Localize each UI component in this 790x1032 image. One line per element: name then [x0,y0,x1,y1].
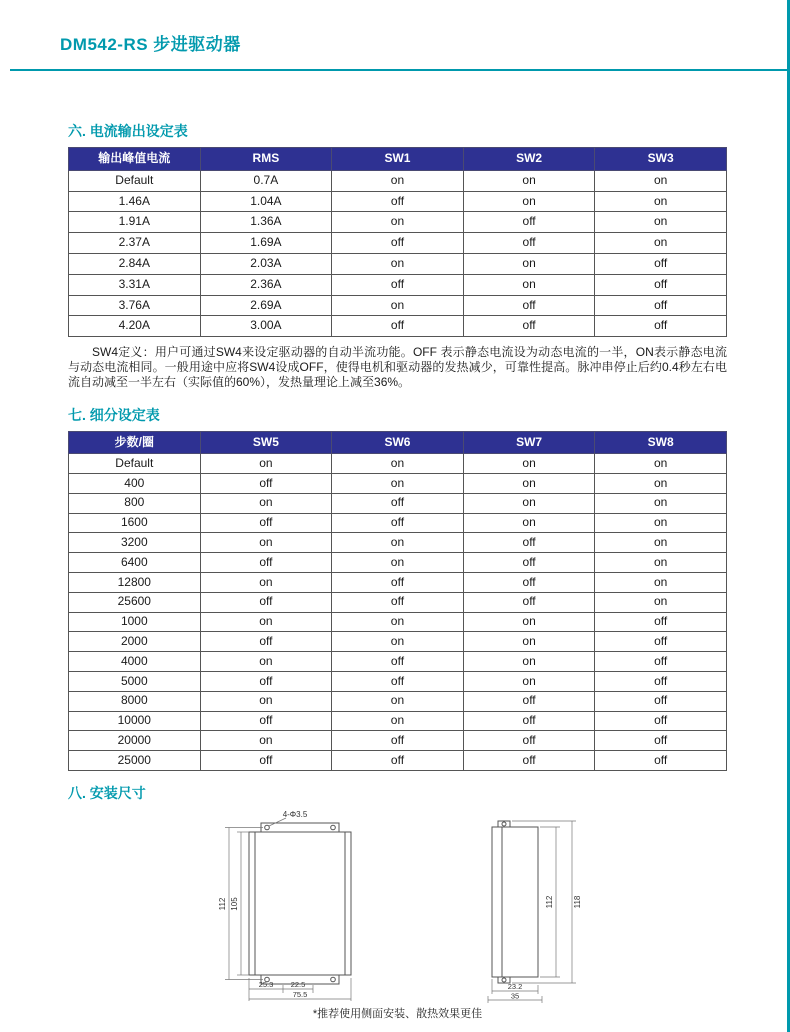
table-cell: on [332,454,464,474]
table-row [69,513,727,533]
front-height-inner-dim: 105 [230,897,239,911]
table-cell: on [332,170,464,191]
table-row [69,274,727,295]
table-cell: off [332,652,464,672]
table-cell: 2.37A [69,233,201,254]
page-title: DM542-RS 步进驱动器 [60,35,241,54]
table-cell: off [332,731,464,751]
table-cell: 8000 [69,691,201,711]
table-cell: off [332,672,464,692]
table-cell: off [332,493,464,513]
table-cell: on [332,212,464,233]
section-heading-mounting: 八. 安装尺寸 [68,785,146,802]
table-cell: 1.04A [200,191,332,212]
table-row [69,253,727,274]
table-header-row [69,431,727,454]
table-cell: 12800 [69,573,201,593]
table-cell: off [200,751,332,771]
table-cell: off [595,295,727,316]
column-header: SW5 [200,431,332,454]
table-row [69,533,727,553]
table-cell: off [595,652,727,672]
table-cell: off [463,553,595,573]
table-cell: on [595,170,727,191]
table-cell: on [595,212,727,233]
column-header: RMS [200,148,332,171]
table-cell: off [332,233,464,254]
table-cell: off [463,212,595,233]
table-cell: off [200,711,332,731]
table-cell: off [595,751,727,771]
table-cell: on [200,454,332,474]
table-cell: on [595,553,727,573]
table-cell: on [463,612,595,632]
table-cell: 2.03A [200,253,332,274]
table-cell: 3.76A [69,295,201,316]
table-cell: 800 [69,493,201,513]
table-cell: 2000 [69,632,201,652]
column-header: SW3 [595,148,727,171]
table-cell: on [332,632,464,652]
table-row [69,573,727,593]
table-header-row [69,148,727,171]
table-cell: on [332,553,464,573]
table-row [69,592,727,612]
table-cell: 3200 [69,533,201,553]
table-cell: on [595,592,727,612]
table-cell: 1600 [69,513,201,533]
section-mounting [68,771,727,1021]
table-cell: on [595,454,727,474]
table-cell: on [463,672,595,692]
table-row [69,212,727,233]
table-cell: on [595,493,727,513]
table-cell: off [595,612,727,632]
table-cell: on [463,274,595,295]
table-cell: on [595,474,727,494]
table-cell: 400 [69,474,201,494]
section-microstep [68,391,727,772]
table-cell: on [332,711,464,731]
table-row [69,612,727,632]
side-width-overall-dim: 35 [510,991,520,1001]
table-cell: 1.91A [69,212,201,233]
table-cell: 25000 [69,751,201,771]
table-cell: off [200,632,332,652]
table-cell: on [200,652,332,672]
front-bottom-mid-dim: 22.5 [290,980,306,990]
table-cell: 6400 [69,553,201,573]
table-cell: 25600 [69,592,201,612]
column-header: 步数/圈 [69,431,201,454]
front-height-outer-dim: 112 [218,897,227,911]
table-cell: off [200,672,332,692]
table-cell: on [200,691,332,711]
table-cell: 3.31A [69,274,201,295]
table-cell: off [463,533,595,553]
table-cell: off [595,731,727,751]
table-cell: off [332,274,464,295]
table-row [69,553,727,573]
table-cell: 3.00A [200,316,332,337]
table-row [69,454,727,474]
front-bottom-left-dim: 25.3 [258,980,274,990]
table-cell: off [595,253,727,274]
table-row [69,731,727,751]
current-output-table [68,147,727,337]
table-cell: on [463,632,595,652]
table-cell: 1000 [69,612,201,632]
table-cell: 4.20A [69,316,201,337]
table-cell: on [463,474,595,494]
table-cell: off [463,711,595,731]
table-cell: on [595,513,727,533]
table-cell: on [200,533,332,553]
side-height-outer-dim: 118 [573,895,582,909]
side-height-inner-dim: 112 [545,895,554,909]
mounting-footnote: *推荐使用侧面安装、散热效果更佳 [312,1008,483,1021]
section-current-output [68,71,727,391]
table-row [69,751,727,771]
mounting-drawings [68,809,727,1005]
section-heading-current: 六. 电流输出设定表 [68,123,188,139]
table-cell: 20000 [69,731,201,751]
table-cell: on [332,533,464,553]
table-cell: off [463,295,595,316]
table-cell: 0.7A [200,170,332,191]
table-cell: off [200,474,332,494]
table-row [69,295,727,316]
table-cell: on [332,253,464,274]
table-row [69,672,727,692]
table-cell: off [463,316,595,337]
table-cell: on [332,295,464,316]
table-row [69,652,727,672]
column-header: SW6 [332,431,464,454]
side-view-drawing [456,809,606,1005]
table-cell: on [200,573,332,593]
table-cell: off [463,731,595,751]
table-cell: off [332,191,464,212]
table-cell: off [595,711,727,731]
table-row [69,493,727,513]
table-row [69,711,727,731]
column-header: 输出峰值电流 [69,148,201,171]
table-cell: Default [69,170,201,191]
table-cell: on [595,191,727,212]
table-cell: off [595,274,727,295]
table-cell: on [463,191,595,212]
table-cell: on [463,454,595,474]
table-cell: on [200,612,332,632]
section-heading-microstep: 七. 细分设定表 [68,406,160,423]
table-cell: 4000 [69,652,201,672]
table-cell: on [595,233,727,254]
table-row [69,233,727,254]
column-header: SW2 [463,148,595,171]
table-cell: 1.69A [200,233,332,254]
side-depth-dim: 23.2 [507,982,523,992]
table-cell: off [595,672,727,692]
table-cell: on [463,513,595,533]
sw4-definition-paragraph: SW4定义：用户可通过SW4来设定驱动器的自动半流功能。OFF 表示静态电流设为动态电流的一半，ON表示静态电流与动态电流相同。一般用途中应将SW4设成OFF，使得电机和驱动器的发热减少，可靠性提高。脉冲串停止后约0.4秒左右电流自动减至一半左右（实际值的60%），发热量理论上减至36%。 [68,345,727,390]
table-cell: on [332,474,464,494]
table-cell: on [595,573,727,593]
table-cell: on [332,612,464,632]
table-cell: 1.36A [200,212,332,233]
table-cell: off [595,691,727,711]
table-cell: off [200,592,332,612]
table-cell: Default [69,454,201,474]
table-cell: 10000 [69,711,201,731]
table-cell: on [463,170,595,191]
table-cell: on [463,493,595,513]
table-cell: on [200,731,332,751]
table-cell: off [463,233,595,254]
table-cell: off [463,691,595,711]
table-cell: off [332,751,464,771]
microstep-table [68,431,727,772]
page-content [68,71,727,1021]
table-cell: 2.36A [200,274,332,295]
table-cell: off [463,573,595,593]
table-row [69,191,727,212]
table-cell: off [463,592,595,612]
table-cell: off [595,632,727,652]
table-cell: off [332,573,464,593]
table-cell: on [595,533,727,553]
column-header: SW8 [595,431,727,454]
column-header: SW7 [463,431,595,454]
table-cell: on [200,493,332,513]
table-row [69,691,727,711]
front-width-dim: 75.5 [292,990,308,1000]
table-cell: off [332,316,464,337]
table-cell: off [463,751,595,771]
table-cell: 1.46A [69,191,201,212]
front-view-drawing [189,809,401,1005]
table-cell: off [200,553,332,573]
table-cell: off [332,592,464,612]
table-cell: 2.84A [69,253,201,274]
front-hole-dim-label: 4-Φ3.5 [282,810,308,820]
table-row [69,474,727,494]
column-header: SW1 [332,148,464,171]
table-cell: 2.69A [200,295,332,316]
table-row [69,632,727,652]
table-cell: off [200,513,332,533]
table-cell: on [332,691,464,711]
table-cell: on [463,253,595,274]
table-row [69,170,727,191]
table-cell: 5000 [69,672,201,692]
table-cell: off [595,316,727,337]
table-cell: off [332,513,464,533]
table-row [69,316,727,337]
table-cell: on [463,652,595,672]
